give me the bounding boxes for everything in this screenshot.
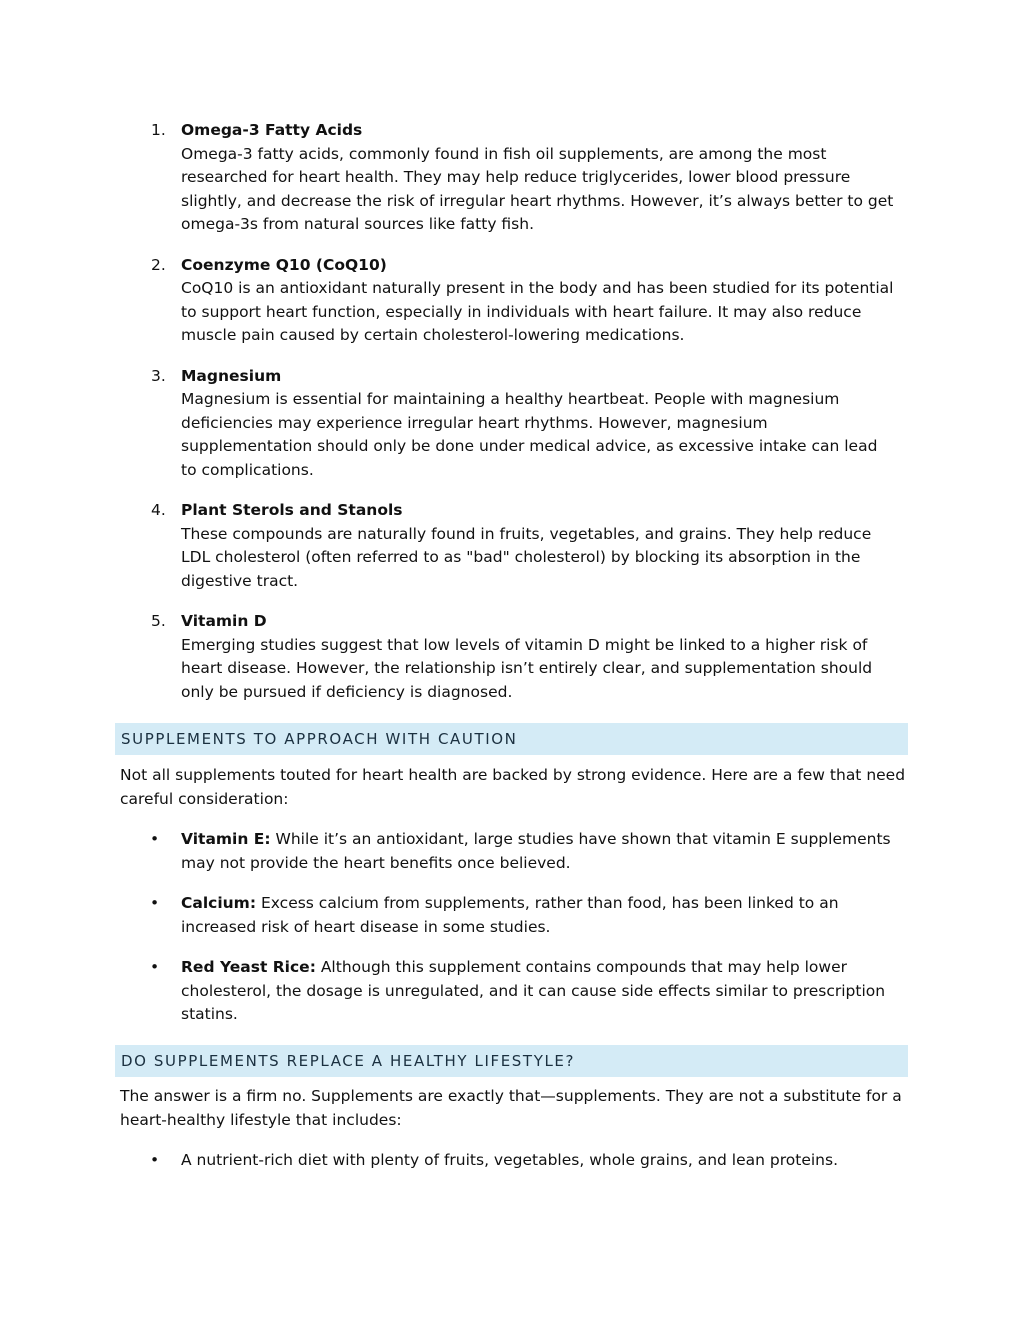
- caution-bullet-list: [0, 828, 1024, 1044]
- lifestyle-bullet-list: [0, 1149, 1024, 1190]
- item-description: Magnesium is essential for maintaining a healthy heartbeat. People with magnesium deficiencies may experience irregular heart rhythms. However, magnesium supplementation should only be done under medical advice, as excessive intake can lead to complications.: [181, 390, 878, 479]
- item-description: These compounds are naturally found in fruits, vegetables, and grains. They help reduce LDL cholesterol (often referred to as "bad" cholesterol) by blocking its absorption in the digestive tract.: [181, 524, 872, 590]
- bullet-item: [0, 828, 1024, 875]
- bullet-label: Calcium:: [181, 894, 257, 912]
- bullet-text: While it’s an antioxidant, large studies have shown that vitamin E supplements may not provide the heart benefits once believed.: [181, 830, 891, 872]
- list-item: [0, 610, 1024, 704]
- bullet-icon: •: [150, 830, 160, 848]
- item-title: Magnesium: [181, 366, 282, 385]
- list-item: [0, 499, 1024, 593]
- bullet-item: [0, 956, 1024, 1027]
- bullet-item-body: [181, 956, 897, 1027]
- bullet-item-body: [181, 892, 897, 939]
- section-heading-caution: SUPPLEMENTS TO APPROACH WITH CAUTION: [115, 723, 908, 755]
- item-description: CoQ10 is an antioxidant naturally present in the body and has been studied for its potential to support heart function, especially in individuals with heart failure. It may also reduce muscle pain caused by certain cholesterol-lowering medications.: [181, 279, 894, 344]
- bullet-icon: •: [150, 958, 160, 976]
- item-title: Omega-3 Fatty Acids: [181, 121, 363, 139]
- list-item: [0, 365, 1024, 483]
- list-number: 3.: [151, 366, 166, 385]
- item-title: Plant Sterols and Stanols: [181, 501, 403, 519]
- bullet-icon: •: [150, 1151, 160, 1169]
- list-item-body: [181, 499, 897, 593]
- bullet-item: [0, 892, 1024, 939]
- list-number: 4.: [151, 501, 166, 519]
- list-item: [0, 119, 1024, 237]
- bullet-text: A nutrient-rich diet with plenty of fruits, vegetables, whole grains, and lean proteins.: [181, 1151, 839, 1169]
- lifestyle-intro-paragraph: The answer is a firm no. Supplements are exactly that—supplements. They are not a substitute for a heart-healthy lifestyle that includes:: [120, 1087, 902, 1129]
- section-heading-lifestyle: DO SUPPLEMENTS REPLACE A HEALTHY LIFESTYLE?: [115, 1045, 908, 1077]
- item-description: Emerging studies suggest that low levels of vitamin D might be linked to a higher risk of heart disease. However, the relationship isn’t entirely clear, and supplementation should only be pursued if deficiency is diagnosed.: [181, 635, 873, 701]
- bullet-item-body: [181, 828, 897, 875]
- bullet-text: Excess calcium from supplements, rather than food, has been linked to an increased risk of heart disease in some studies.: [181, 894, 839, 936]
- item-description: Omega-3 fatty acids, commonly found in fish oil supplements, are among the most researched for heart health. They may help reduce triglycerides, lower blood pressure slightly, and decrease the risk of irregular heart rhythms. However, it’s always better to get omega-3s from natural sources like fatty fish.: [181, 144, 894, 233]
- list-number: 5.: [151, 612, 166, 630]
- bullet-icon: •: [150, 894, 160, 912]
- list-item: [0, 254, 1024, 348]
- bullet-item: [0, 1149, 1024, 1173]
- bullet-label: Vitamin E:: [181, 830, 271, 848]
- list-item-body: [181, 365, 897, 483]
- caution-intro-paragraph: Not all supplements touted for heart health are backed by strong evidence. Here are a few that need careful consideration:: [120, 766, 906, 808]
- list-number: 2.: [151, 255, 166, 274]
- item-title: Coenzyme Q10 (CoQ10): [181, 255, 387, 274]
- bullet-text: Although this supplement contains compounds that may help lower cholesterol, the dosage is unregulated, and it can cause side effects similar to prescription statins.: [181, 958, 886, 1023]
- bullet-item-body: [181, 1149, 897, 1173]
- item-title: Vitamin D: [181, 612, 267, 630]
- supplement-numbered-list: [0, 119, 1024, 721]
- list-item-body: [181, 254, 897, 348]
- list-item-body: [181, 610, 897, 704]
- list-number: 1.: [151, 121, 166, 139]
- list-item-body: [181, 119, 897, 237]
- bullet-label: Red Yeast Rice:: [181, 958, 316, 976]
